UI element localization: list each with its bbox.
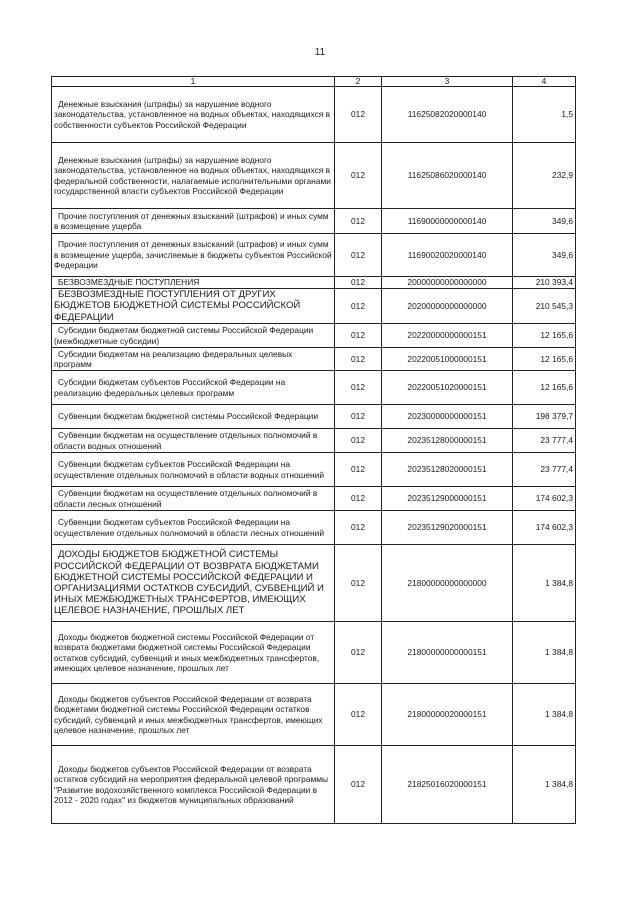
row-name: Доходы бюджетов субъектов Российской Федерации от возврата остатков субсидий на мероприятия федеральной целевой программы "Развитие водохозяйственного комплекса Российской Федерации в 2012 - 2020 годах" из бюджетов муниципальных образований (52, 746, 335, 824)
row-name: Субсидии бюджетам на реализацию федеральных целевых программ (52, 348, 335, 371)
row-amount: 349,6 (513, 209, 576, 234)
row-amount: 1 384,8 (513, 684, 576, 746)
table-row (52, 143, 576, 209)
row-kbk-code: 20220000000000151 (382, 324, 513, 348)
revenue-table (51, 76, 576, 824)
row-admin-code: 012 (335, 277, 382, 289)
row-kbk-code: 21825016020000151 (382, 746, 513, 824)
table-row (52, 622, 576, 684)
table-row (52, 545, 576, 622)
row-name: ДОХОДЫ БЮДЖЕТОВ БЮДЖЕТНОЙ СИСТЕМЫ РОССИЙСКОЙ ФЕДЕРАЦИИ ОТ ВОЗВРАТА БЮДЖЕТАМИ БЮДЖЕТНОЙ СИСТЕМЫ РОССИЙСКОЙ ФЕДЕРАЦИИ И ОРГАНИЗАЦИЯМИ ОСТАТКОВ СУБСИДИЙ, СУБВЕНЦИЙ И ИНЫХ МЕЖБЮДЖЕТНЫХ ТРАНСФЕРТОВ, ИМЕЮЩИХ ЦЕЛЕВОЕ НАЗНАЧЕНИЕ, ПРОШЛЫХ ЛЕТ (52, 545, 335, 622)
col-header-amount: 4 (513, 77, 576, 87)
row-kbk-code: 21800000000000000 (382, 545, 513, 622)
table-row (52, 511, 576, 545)
table-row (52, 405, 576, 429)
table-row (52, 453, 576, 487)
row-admin-code: 012 (335, 348, 382, 371)
row-name: Субвенции бюджетам на осуществление отдельных полномочий в области лесных отношений (52, 487, 335, 511)
row-kbk-code: 20200000000000000 (382, 289, 513, 324)
row-name: Субвенции бюджетам на осуществление отдельных полномочий в области водных отношений (52, 429, 335, 453)
row-kbk-code: 20235128000000151 (382, 429, 513, 453)
row-amount: 210 545,3 (513, 289, 576, 324)
row-admin-code: 012 (335, 324, 382, 348)
row-amount: 232,9 (513, 143, 576, 209)
table-row (52, 289, 576, 324)
row-kbk-code: 20220051020000151 (382, 371, 513, 405)
row-name: Прочие поступления от денежных взысканий (штрафов) и иных сумм в возмещение ущерба, зачисляемые в бюджеты субъектов Российской Федерации (52, 234, 335, 277)
row-name: Субвенции бюджетам бюджетной системы Российской Федерации (52, 405, 335, 429)
row-admin-code: 012 (335, 234, 382, 277)
row-admin-code: 012 (335, 209, 382, 234)
row-amount: 1 384,8 (513, 622, 576, 684)
row-kbk-code: 20000000000000000 (382, 277, 513, 289)
row-amount: 210 393,4 (513, 277, 576, 289)
row-amount: 23 777,4 (513, 429, 576, 453)
col-header-code: 3 (382, 77, 513, 87)
row-admin-code: 012 (335, 487, 382, 511)
row-amount: 1 384,8 (513, 746, 576, 824)
row-name: Субвенции бюджетам субъектов Российской Федерации на осуществление отдельных полномочий в области водных отношений (52, 453, 335, 487)
row-name: БЕЗВОЗМЕЗДНЫЕ ПОСТУПЛЕНИЯ (52, 277, 335, 289)
row-admin-code: 012 (335, 622, 382, 684)
row-admin-code: 012 (335, 511, 382, 545)
row-amount: 1 384,8 (513, 545, 576, 622)
row-admin-code: 012 (335, 87, 382, 143)
row-name: Денежные взыскания (штрафы) за нарушение водного законодательства, установленное на водных объектах, находящихся в федеральной собственности, налагаемые исполнительными органами государственной власти субъектов Российской Федерации (52, 143, 335, 209)
table-row (52, 684, 576, 746)
row-kbk-code: 20235128020000151 (382, 453, 513, 487)
row-kbk-code: 11625086020000140 (382, 143, 513, 209)
row-kbk-code: 21800000020000151 (382, 684, 513, 746)
row-amount: 23 777,4 (513, 453, 576, 487)
row-kbk-code: 11690000000000140 (382, 209, 513, 234)
row-kbk-code: 11690020020000140 (382, 234, 513, 277)
row-amount: 12 165,6 (513, 324, 576, 348)
row-admin-code: 012 (335, 143, 382, 209)
row-name: Прочие поступления от денежных взысканий (штрафов) и иных сумм в возмещение ущерба (52, 209, 335, 234)
table-row (52, 277, 576, 289)
row-kbk-code: 20235129020000151 (382, 511, 513, 545)
table-row (52, 487, 576, 511)
row-name: Доходы бюджетов субъектов Российской Федерации от возврата бюджетами бюджетной системы Российской Федерации остатков субсидий, субвенций и иных межбюджетных трансфертов, имеющих целевое назначение, прошлых лет (52, 684, 335, 746)
col-header-admin: 2 (335, 77, 382, 87)
row-name: Доходы бюджетов бюджетной системы Российской Федерации от возврата бюджетами бюджетной системы Российской Федерации остатков субсидий, субвенций и иных межбюджетных трансфертов, имеющих целевое назначение, прошлых лет (52, 622, 335, 684)
table-row (52, 371, 576, 405)
row-admin-code: 012 (335, 371, 382, 405)
row-amount: 12 165,6 (513, 348, 576, 371)
table-row (52, 429, 576, 453)
col-header-name: 1 (52, 77, 335, 87)
header-row (52, 77, 576, 87)
row-admin-code: 012 (335, 746, 382, 824)
row-amount: 174 602,3 (513, 511, 576, 545)
row-name: Субвенции бюджетам субъектов Российской Федерации на осуществление отдельных полномочий в области лесных отношений (52, 511, 335, 545)
page-number: 11 (314, 47, 326, 58)
row-kbk-code: 11625082020000140 (382, 87, 513, 143)
table-row (52, 746, 576, 824)
row-admin-code: 012 (335, 405, 382, 429)
row-admin-code: 012 (335, 545, 382, 622)
row-admin-code: 012 (335, 429, 382, 453)
row-kbk-code: 20220051000000151 (382, 348, 513, 371)
table-row (52, 87, 576, 143)
table-row (52, 324, 576, 348)
row-name: Денежные взыскания (штрафы) за нарушение водного законодательства, установленное на водных объектах, находящихся в собственности субъектов Российской Федерации (52, 87, 335, 143)
table-row (52, 234, 576, 277)
row-amount: 174 602,3 (513, 487, 576, 511)
row-kbk-code: 20230000000000151 (382, 405, 513, 429)
row-name: Субсидии бюджетам субъектов Российской Федерации на реализацию федеральных целевых программ (52, 371, 335, 405)
row-amount: 1,5 (513, 87, 576, 143)
row-admin-code: 012 (335, 453, 382, 487)
row-kbk-code: 21800000000000151 (382, 622, 513, 684)
row-name: Субсидии бюджетам бюджетной системы Российской Федерации (межбюджетные субсидии) (52, 324, 335, 348)
row-name: БЕЗВОЗМЕЗДНЫЕ ПОСТУПЛЕНИЯ ОТ ДРУГИХ БЮДЖЕТОВ БЮДЖЕТНОЙ СИСТЕМЫ РОССИЙСКОЙ ФЕДЕРАЦИИ (52, 289, 335, 324)
table-row (52, 209, 576, 234)
table-row (52, 348, 576, 371)
row-kbk-code: 20235129000000151 (382, 487, 513, 511)
row-amount: 349,6 (513, 234, 576, 277)
row-amount: 198 379,7 (513, 405, 576, 429)
row-amount: 12 165,6 (513, 371, 576, 405)
row-admin-code: 012 (335, 289, 382, 324)
row-admin-code: 012 (335, 684, 382, 746)
